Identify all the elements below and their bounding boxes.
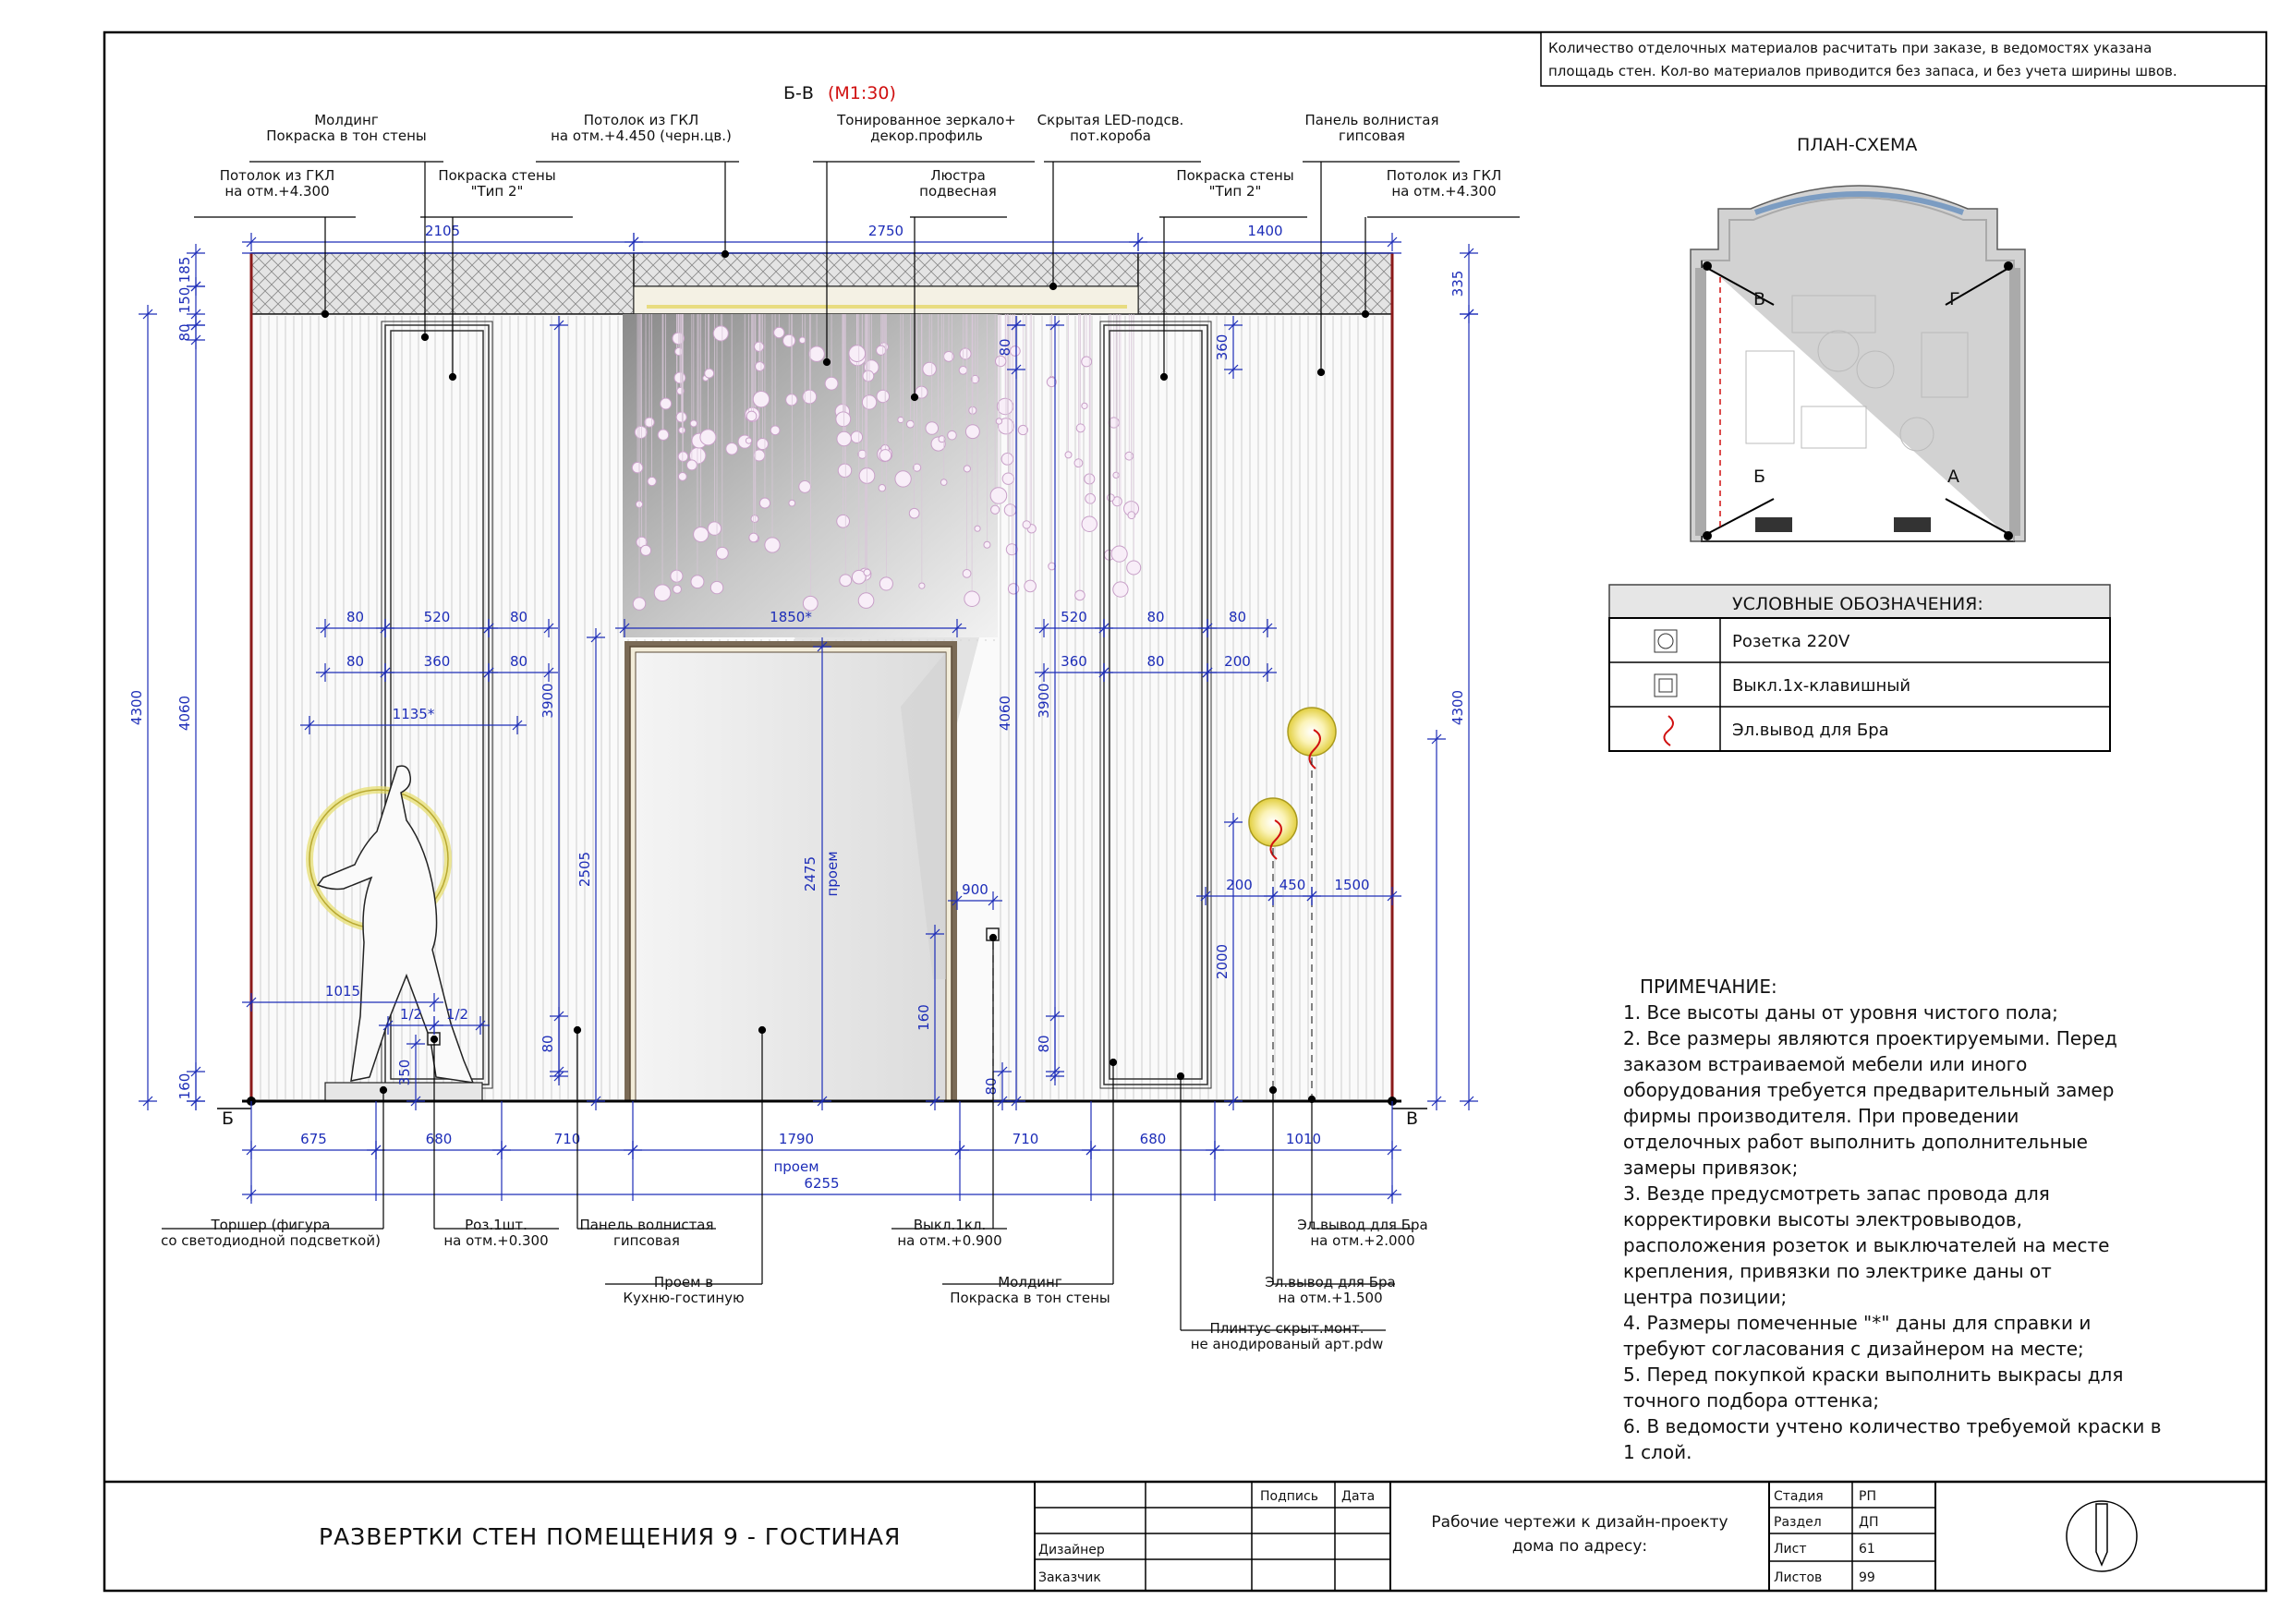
dim-in-4060r: 4060 (997, 695, 1013, 732)
callout-top-6-l1: Покраска стены (438, 167, 556, 184)
dim-left-4060: 4060 (176, 695, 193, 732)
callout-bottom-4-l1: Выкл.1кл. (913, 1217, 987, 1233)
dim-in-80i: 360 (1061, 653, 1087, 670)
dim-in-360c: 200 (1226, 877, 1253, 893)
plan-letter-v: В (1753, 289, 1766, 309)
callout-top-9-l2: на отм.+4.300 (1391, 183, 1497, 200)
note-line-14: 5. Перед покупкой краски выполнить выкрасы для (1623, 1363, 2124, 1386)
switch-icon (1655, 674, 1677, 697)
dim-in-3900r: 3900 (1036, 683, 1052, 719)
callout-top-2-l2: декор.профиль (870, 127, 983, 144)
dim-in-80e: 80 (540, 1035, 556, 1053)
dim-bottom-1: 680 (425, 1131, 453, 1147)
dim-in-80j: 200 (1224, 653, 1251, 670)
dim-in-80k: 80 (1036, 1035, 1052, 1053)
tb-project-line2: дома по адресу: (1511, 1537, 1648, 1556)
note-line-9: расположения розеток и выключателей на месте (1623, 1234, 2110, 1256)
dim-in-half-b: 1/2 (445, 1006, 469, 1023)
dim-top-2750: 2750 (867, 223, 904, 239)
legend-row-outlet: Эл.вывод для Бра (1732, 721, 1889, 740)
dim-bottom-total: 6255 (804, 1175, 840, 1192)
callout-top-0-l2: Покраска в тон стены (266, 127, 427, 144)
dim-in-450: 1500 (1334, 877, 1370, 893)
note-line-2: заказом встраиваемой мебели или иного (1623, 1053, 2028, 1075)
dim-in-200b: 450 (1279, 877, 1306, 893)
callout-bottom-3-l1: Проем в (653, 1274, 714, 1291)
dim-bottom-0: 675 (300, 1131, 327, 1147)
elevation-scale: (М1:30) (828, 83, 896, 103)
corner-label-right: В (1406, 1109, 1419, 1129)
tb-sheets-label: Листов (1774, 1570, 1823, 1585)
callout-top-3-l1: Скрытая LED-подсв. (1037, 112, 1184, 128)
elevation-name: Б-В (783, 83, 814, 103)
dim-bottom-5: 680 (1139, 1131, 1167, 1147)
callout-bottom-4-l2: на отм.+0.900 (897, 1232, 1002, 1249)
callout-bottom-6-l2: не анодированый арт.pdw (1190, 1336, 1384, 1352)
dim-bottom-proem: проем (773, 1158, 819, 1175)
elevation-title (783, 83, 896, 103)
plan-title: ПЛАН-СХЕМА (1797, 135, 1918, 155)
note-line-11: центра позиции; (1623, 1286, 1788, 1308)
note-line-8: корректировки высоты электровыводов, (1623, 1208, 2023, 1230)
tb-section-value: ДП (1859, 1515, 1879, 1530)
callout-bottom-1-l2: на отм.+0.300 (443, 1232, 549, 1249)
callout-bottom-6-l1: Плинтус скрыт.монт. (1209, 1320, 1364, 1337)
dim-in-360b: 80 (1146, 653, 1165, 670)
legend-table (1609, 585, 2110, 751)
tb-row-customer: Заказчик (1038, 1570, 1101, 1585)
note-line-5: отделочных работ выполнить дополнительные (1623, 1131, 2088, 1153)
dim-in-1015: 1015 (324, 983, 361, 1000)
callout-bottom-8-l1: Эл.вывод для Бра (1297, 1217, 1428, 1233)
dim-in-80c: 80 (346, 653, 365, 670)
dim-left-150: 150 (176, 286, 193, 314)
callout-bottom-3-l2: Кухню-гостиную (623, 1290, 745, 1306)
callout-top-1-l1: Потолок из ГКЛ (583, 112, 699, 128)
dim-in-3900a: 3900 (540, 683, 556, 719)
dim-in-1850: 1850* (770, 609, 812, 625)
dim-bottom-2: 710 (553, 1131, 581, 1147)
callout-top-9-l1: Потолок из ГКЛ (1386, 167, 1502, 184)
plan-schema (1691, 135, 2025, 541)
callout-top-2-l1: Тонированное зеркало+ (837, 112, 1016, 128)
callout-bottom-8-l2: на отм.+2.000 (1310, 1232, 1415, 1249)
tb-section-label: Раздел (1774, 1515, 1822, 1530)
pencil-logo-icon (2096, 1504, 2107, 1565)
tb-col-date: Дата (1341, 1489, 1376, 1504)
callout-top-6-l2: "Тип 2" (470, 183, 524, 200)
callout-top-8-l1: Покраска стены (1176, 167, 1294, 184)
dim-in-half-a: 1/2 (399, 1006, 423, 1023)
plan-letter-b: Б (1753, 467, 1766, 487)
dim-bottom-6: 1010 (1285, 1131, 1322, 1147)
legend-row-socket: Розетка 220V (1732, 632, 1850, 651)
callout-bottom-2-l1: Панель волнистая (579, 1217, 714, 1233)
dim-in-80h: 80 (1228, 609, 1247, 625)
callout-top-3-l2: пот.короба (1070, 127, 1151, 144)
dim-top-1400: 1400 (1247, 223, 1283, 239)
ceiling-gkl-right (1138, 253, 1392, 314)
note-line-1: 2. Все размеры являются проектируемыми. Перед (1623, 1027, 2117, 1049)
dim-bottom-4: 710 (1012, 1131, 1039, 1147)
top-note-line1: Количество отделочных материалов расчитать при заказе, в ведомостях указана (1548, 40, 2153, 56)
dim-in-1135: 1135* (392, 706, 435, 722)
callout-top-7-l2: подвесная (919, 183, 997, 200)
note-line-3: оборудования требуется предварительный замер (1623, 1079, 2115, 1101)
tb-sheet-value: 61 (1859, 1542, 1875, 1557)
notes-title: ПРИМЕЧАНИЕ: (1640, 976, 1777, 998)
tb-col-sign: Подпись (1260, 1489, 1318, 1504)
callout-top-5-l2: на отм.+4.300 (224, 183, 330, 200)
title-block (1035, 1482, 2137, 1591)
socket-icon (1655, 630, 1677, 652)
dim-in-80l: 360 (1214, 333, 1231, 361)
dim-left-80: 80 (176, 323, 193, 342)
dim-in-520b: 80 (1146, 609, 1165, 625)
callout-bottom-5-l1: Молдинг (998, 1274, 1062, 1291)
note-line-0: 1. Все высоты даны от уровня чистого пола; (1623, 1001, 2058, 1024)
note-line-16: 6. В ведомости учтено количество требуемой краски в (1623, 1415, 2162, 1437)
callout-bottom-0-l1: Торшер (фигура (211, 1217, 331, 1233)
tb-stage-value: РП (1859, 1489, 1876, 1504)
dim-in-80a: 80 (346, 609, 365, 625)
legend-title: УСЛОВНЫЕ ОБОЗНАЧЕНИЯ: (1732, 594, 1983, 614)
dim-in-2475: 2475 (802, 855, 819, 892)
note-line-12: 4. Размеры помеченные "*" даны для справки и (1623, 1312, 2092, 1334)
dim-in-2505: 2505 (576, 851, 593, 888)
top-note-line2: площадь стен. Кол-во материалов приводится без запаса, и без учета ширины швов. (1548, 63, 2177, 79)
callout-top-5-l1: Потолок из ГКЛ (219, 167, 335, 184)
dim-in-360a: 360 (423, 653, 451, 670)
callout-top-7-l1: Люстра (930, 167, 986, 184)
dim-bottom-3: 1790 (778, 1131, 815, 1147)
callout-top-0-l1: Молдинг (314, 112, 379, 128)
sheet-title: РАЗВЕРТКИ СТЕН ПОМЕЩЕНИЯ 9 - ГОСТИНАЯ (319, 1523, 902, 1550)
callout-bottom-2-l2: гипсовая (613, 1232, 680, 1249)
note-line-15: точного подбора оттенка; (1623, 1389, 1880, 1412)
dim-in-520a: 520 (423, 609, 451, 625)
dim-in-350: 350 (396, 1059, 413, 1086)
ceiling-gkl-left (251, 253, 634, 314)
tb-project-line1: Рабочие чертежи к дизайн-проекту (1431, 1513, 1728, 1532)
callout-bottom-5-l2: Покраска в тон стены (950, 1290, 1110, 1306)
led-cove (634, 286, 1138, 314)
callout-top-1-l2: на отм.+4.450 (черн.цв.) (551, 127, 732, 144)
note-line-13: требуют согласования с дизайнером на месте; (1623, 1338, 2084, 1360)
dim-in-80d: 80 (509, 653, 528, 670)
note-line-7: 3. Везде предусмотреть запас провода для (1623, 1182, 2050, 1205)
callout-bottom-7-l2: на отм.+1.500 (1278, 1290, 1383, 1306)
plan-letter-g: Г (1949, 289, 1960, 309)
dim-top-2105: 2105 (424, 223, 461, 239)
dim-right-4300: 4300 (1449, 689, 1466, 726)
tb-sheets-value: 99 (1859, 1570, 1875, 1585)
dim-in-200a: 900 (962, 881, 988, 898)
legend-row-switch: Выкл.1х-клавишный (1732, 676, 1911, 696)
dim-left-4300: 4300 (128, 689, 145, 726)
note-line-10: крепления, привязки по электрике даны от (1623, 1260, 2052, 1282)
callout-top-4-l2: гипсовая (1339, 127, 1405, 144)
dim-in-160r: 80 (983, 1077, 1000, 1096)
callout-bottom-1-l1: Роз.1шт. (465, 1217, 528, 1233)
dim-in-900: 160 (916, 1004, 932, 1031)
title-block-text (319, 1489, 1878, 1585)
callout-top-8-l2: "Тип 2" (1208, 183, 1262, 200)
top-note (1541, 32, 2266, 86)
dim-left-185: 185 (176, 256, 193, 284)
dim-in-proem-v: проем (824, 851, 841, 897)
doorway-opening (625, 641, 957, 1101)
tb-sheet-label: Лист (1774, 1542, 1807, 1557)
note-line-4: фирмы производителя. При проведении (1623, 1105, 2019, 1127)
dim-left-160: 160 (176, 1073, 193, 1100)
ceiling-gkl-center (634, 253, 1138, 286)
dim-in-1500: 2000 (1214, 943, 1231, 980)
callout-bottom-0-l2: со светодиодной подсветкой) (161, 1232, 381, 1249)
corner-label-left: Б (222, 1109, 235, 1129)
plan-letter-a: А (1947, 467, 1959, 487)
callout-top-4-l1: Панель волнистая (1304, 112, 1439, 128)
note-line-17: 1 слой. (1623, 1441, 1692, 1463)
tb-row-designer: Дизайнер (1038, 1543, 1105, 1557)
dim-in-80g: 520 (1061, 609, 1087, 625)
note-line-6: замеры привязок; (1623, 1157, 1799, 1179)
tb-stage-label: Стадия (1774, 1489, 1824, 1504)
dim-in-80b: 80 (509, 609, 528, 625)
dim-right-335: 335 (1449, 270, 1466, 297)
callout-bottom-7-l1: Эл.вывод для Бра (1265, 1274, 1396, 1291)
dim-in-80f: 80 (997, 338, 1013, 357)
notes-block (1623, 976, 2162, 1463)
